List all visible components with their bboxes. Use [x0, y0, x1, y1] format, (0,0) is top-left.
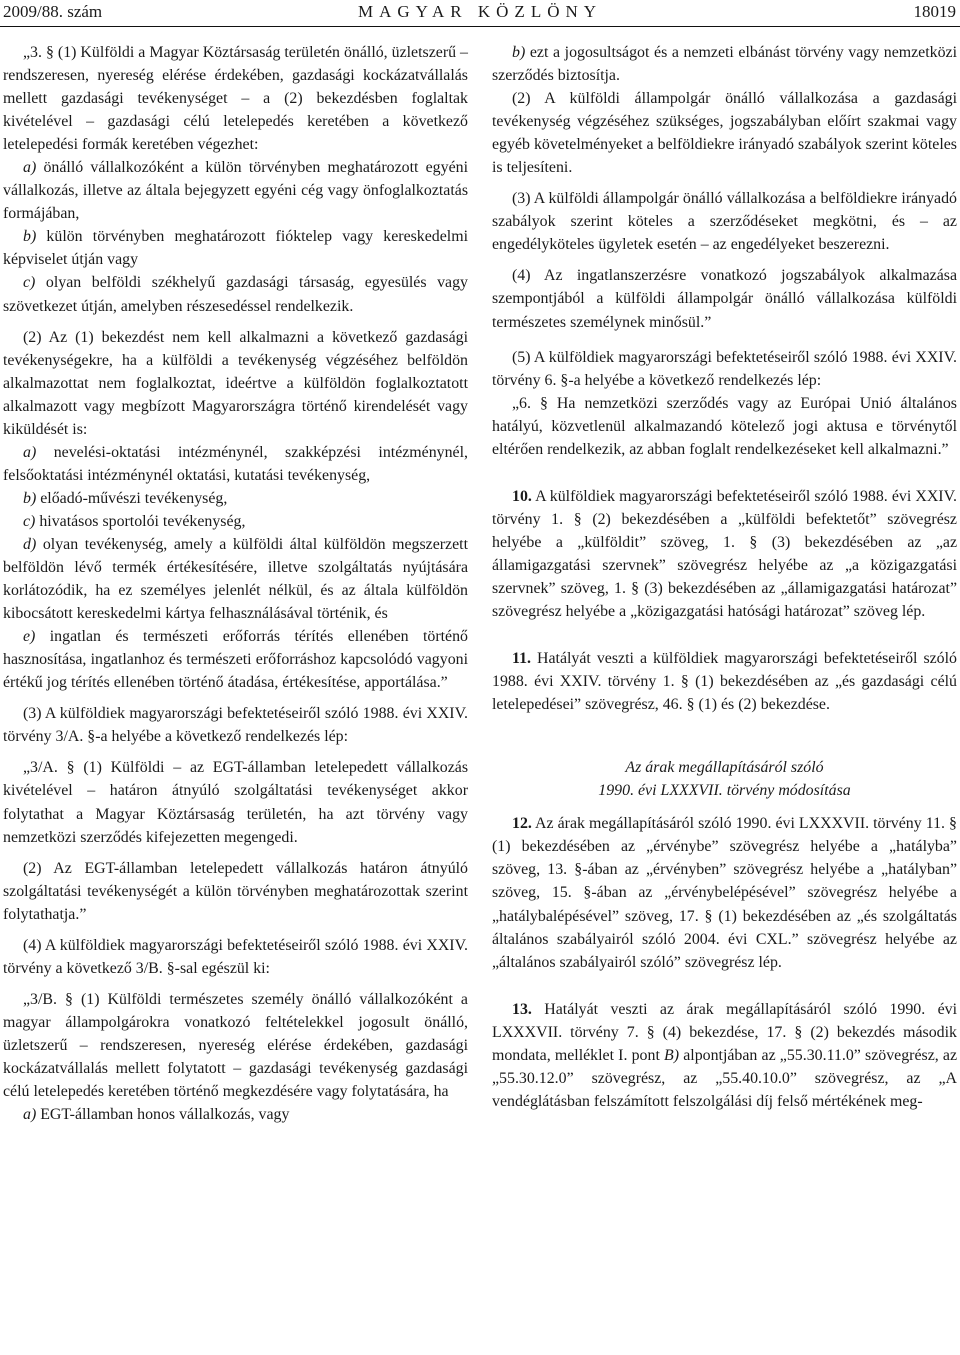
paragraph: (3) A külföldi állampolgár önálló vállalkozása a belföldiekre irányadó szabályok szerint köteles a szerződéseket megkötni, és – az engedélyköteles ügyletek esetén – az engedélyeket beszerezni. [492, 190, 957, 254]
list-item: c) olyan belföldi székhelyű gazdasági társaság, egyesülés vagy szövetkezet útján, amelyben részesedéssel rendelkezik. [3, 274, 468, 315]
paragraph: (5) A külföldiek magyarországi befektetéseiről szóló 1988. évi XXIV. törvény 6. §-a helyébe a következő rendelkezés lép: [492, 348, 957, 389]
section-11: 11. Hatályát veszti a külföldiek magyarországi befektetéseiről szóló 1988. évi XXIV. törvény 1. § (1) bekezdésében az „és gazdasági célú letelepedései” szövegrész, 46. § (1) és (2) bekezdése. [492, 650, 957, 714]
section-12: 12. Az árak megállapításáról szóló 1990. évi LXXXVII. törvény 11. § (1) bekezdésében az „érvénybe” szövegrész helyébe a „hatályba” szöveg, 13. §-ában az „érvényben” szövegrész helyébe a „hatályban” szöveg, 15. §-ában az „érvénybelépésével” szövegrész helyébe a „hatálybalépésével” szöveg, 17. § (1) bekezdésében az „és szolgáltatás általános szabályairól szóló 2004. évi CXL.” szövegrész helyébe az „általános szabályairól szóló” szövegrész lép. [492, 815, 957, 971]
journal-title: MAGYAR KÖZLÖNY [357, 2, 603, 21]
paragraph: (2) Az (1) bekezdést nem kell alkalmazni a következő gazdasági tevékenységekre, ha a külföldi a tevékenység végzéséhez belföldön alkalmazottat nem foglalkoztat, ideértve a külföldön foglalkoztatott alkalmazott vagy megbízott Magyarországra történő kirendelését vagy kiküldését is: [3, 328, 468, 438]
section-title: Az árak megállapításáról szóló 1990. évi LXXXVII. törvény módosítása [598, 759, 851, 800]
paragraph: „6. § Ha nemzetközi szerződés vagy az Európai Unió általános hatályú, közvetlenül alkalmazandó kötelező jogi aktusa e törvénytől eltérően rendelkezik, az abban foglalt rendelkezéseket kell alkalmazni.” [492, 394, 957, 458]
page-number: 18019 [913, 2, 956, 21]
list-item: c) hivatásos sportolói tevékenység, [23, 512, 246, 530]
paragraph: (4) A külföldiek magyarországi befektetéseiről szóló 1988. évi XXIV. törvény a következő 3/B. §-sal egészül ki: [3, 936, 468, 977]
right-column [492, 41, 957, 1113]
list-item: a) önálló vállalkozóként a külön törvényben meghatározott egyéni vállalkozás, illetve az általa bejegyzett egyéni cég vagy önfoglalkoztatás formájában, [3, 159, 468, 223]
list-item: e) ingatlan és természeti erőforrás térítés ellenében történő hasznosítása, ingatlanhoz és természeti erőforráshoz kapcsolódó vagyoni értékű jog térítés ellenében történő átadása, értékesítése, apportálása.” [3, 628, 468, 692]
left-column [3, 41, 468, 1126]
paragraph: (2) A külföldi állampolgár önálló vállalkozása a gazdasági tevékenység végzéséhez szükséges, jogszabályban előírt szakmai vagy egyéb követelményeket a belföldiekre irányadó szabályok szerint köteles is teljesíteni. [492, 90, 957, 177]
list-item: a) EGT-államban honos vállalkozás, vagy [23, 1106, 290, 1124]
list-item: b) ezt a jogosultságot és a nemzeti elbánást törvény vagy nemzetközi szerződés biztosítja. [492, 44, 957, 85]
paragraph: „3/A. § (1) Külföldi – az EGT-államban letelepedett vállalkozás kivételével – határon átnyúló szolgáltatási tevékenységet akkor folytathat a Magyar Köztársaság területén, ha azt törvény vagy nemzetközi szerződés kifejezetten megengedi. [3, 759, 468, 846]
paragraph: (4) Az ingatlanszerzésre vonatkozó jogszabályok alkalmazása szempontjából a külföldi állampolgár önálló vállalkozása külföldi természetes személynek minősül.” [492, 267, 957, 331]
list-item: d) olyan tevékenység, amely a külföldi által külföldön megszerzett belföldön lévő termék értékesítésére, illetve szolgáltatás nyújtására korlátozódik, ha ez személyes jelenlét nélkül, és az általa külföldön kibocsátott kereskedelmi kártya felhasználásával történik, és [3, 535, 468, 623]
paragraph: „3. § (1) Külföldi a Magyar Köztársaság területén önálló, üzletszerű – rendszeresen, nyereség elérése érdekében, gazdasági kockázatvállalás mellett gazdasági tevékenységet – a (2) bekezdésben foglaltak kivételével – gazdasági célú letelepedés keretében a következő letelepedési formák keretében végezhet: [3, 44, 468, 154]
list-item: b) külön törvényben meghatározott fióktelep vagy kereskedelmi képviselet útján vagy [3, 228, 468, 269]
list-item: a) nevelési-oktatási intézménynél, szakképzési intézménynél, felsőoktatási intézménynél oktatási, kutatási tevékenység, [3, 443, 468, 484]
list-item: b) előadó-művészi tevékenység, [23, 489, 228, 507]
section-13: 13. Hatályát veszti az árak megállapításáról szóló 1990. évi LXXXVII. törvény 7. § (4) bekezdése, 17. § (2) bekezdés második mondata, melléklet I. pont B) alpontjában az „55.30.11.0” szövegrész, az „55.30.12.0” szövegrész, az „55.40.10.0” szövegrész, az „A vendéglátásban felszámított felszolgálási díj felső mértékének meg- [492, 1000, 957, 1110]
paragraph: (2) Az EGT-államban letelepedett vállalkozás határon átnyúló szolgáltatási tevékenységét a külön törvényben meghatározottak szerint folytathatja.” [3, 859, 468, 923]
paragraph: (3) A külföldiek magyarországi befektetéseiről szóló 1988. évi XXIV. törvény 3/A. §-a helyébe a következő rendelkezés lép: [3, 705, 468, 746]
section-10: 10. A külföldiek magyarországi befektetéseiről szóló 1988. évi XXIV. törvény 1. § (2) bekezdésében a „külföldi befektetőt” szövegrész helyébe a „külföldit” szöveg, 1. § (3) bekezdésében az „az államigazgatási szervnek” szövegrész helyébe az „a közigazgatási szervnek” szöveg, 1. § (3) bekezdésében az „államigazgatási határozat” szövegrész helyébe a „közigazgatási hatósági határozat” szöveg lép. [492, 487, 957, 621]
page-header [0, 0, 960, 27]
paragraph: „3/B. § (1) Külföldi természetes személy önálló vállalkozóként a magyar állampolgárokra vonatkozó feltételekkel jogosult önálló, üzletszerű – rendszeresen, nyereség elérése érdekében, gazdasági kockázatvállalás mellett folytatott – gazdasági tevékenység gazdasági célú letelepedés keretében történő megkezdésére vagy folytatására, ha [3, 990, 468, 1101]
issue-number: 2009/88. szám [3, 2, 103, 21]
